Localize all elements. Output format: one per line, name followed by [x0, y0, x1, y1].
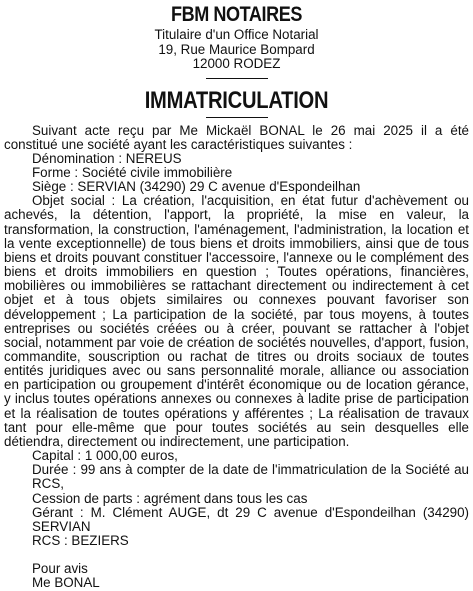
gerant-line: Gérant : M. Clément AUGE, dt 29 C avenue d'Espondeilhan (34290) SERVIAN: [32, 504, 469, 534]
firm-name: FBM NOTAIRES: [171, 3, 302, 26]
siege-line: Siège : SERVIAN (34290) 29 C avenue d'Espondeilhan: [32, 179, 361, 195]
signature-line-1: Pour avis: [32, 561, 88, 577]
signature-line-2: Me BONAL: [32, 575, 100, 591]
denomination-line: Dénomination : NEREUS: [32, 150, 182, 166]
office-city-line: 12000 RODEZ: [192, 56, 281, 71]
capital-line: Capital : 1 000,00 euros,: [32, 448, 178, 464]
cession-line: Cession de parts : agrément dans tous les cas: [32, 490, 308, 506]
office-title-line: Titulaire d'un Office Notarial: [154, 27, 319, 42]
signature-spacer: [4, 548, 469, 562]
title-divider: [206, 117, 268, 118]
duree-line: Durée : 99 ans à compter de la date de l'immatriculation de la Société au RCS,: [32, 462, 469, 492]
header-divider: [206, 78, 268, 79]
notice-title: IMMATRICULATION: [144, 86, 329, 114]
forme-line: Forme : Société civile immobilière: [32, 164, 233, 180]
office-street-line: 19, Rue Maurice Bompard: [158, 41, 315, 57]
intro-paragraph: Suivant acte reçu par Me Mickaël BONAL le 26 mai 2025 il a été constitué une société ayant les caractéristiques suivantes :: [4, 122, 469, 152]
objet-paragraph: Objet social : La création, l'acquisition, en état futur d'achèvement ou achevés, la détention, l'apport, la propriété, la mise en valeur, la transformation, la construction, l'aménagement, l'administration, la location et la vente exceptionnelle) de tous biens et droits immobiliers, ainsi que de tous biens et droits pouvant constituer l'accessoire, l'annexe ou le complément des biens et droits immobiliers en question ; Toutes opérations, financières, mobilières ou immobilières se rattachant directement ou indirectement à cet objet et à tous objets similaires ou connexes pouvant favoriser son développement ; La participation de la société, par tous moyens, à toutes entreprises ou sociétés créées ou à créer, pouvant se rattacher à l'objet social, notamment par voie de création de sociétés nouvelles, d'apport, fusion, commandite, souscription ou rachat de titres ou droits sociaux de toutes entités juridiques avec ou sans personnalité morale, alliance ou association en participation ou groupement d'intérêt économique ou de location gérance, y inclus toutes opérations annexes ou connexes à ladite prise de participation et la réalisation de toutes opérations y afférentes ; La réalisation de travaux tant pour elle-même que pour toutes sociétés au sein desquelles elle détiendra, directement ou indirectement, une participation.: [4, 193, 469, 449]
notice-body: [4, 124, 469, 591]
rcs-line: RCS : BEZIERS: [32, 533, 129, 549]
